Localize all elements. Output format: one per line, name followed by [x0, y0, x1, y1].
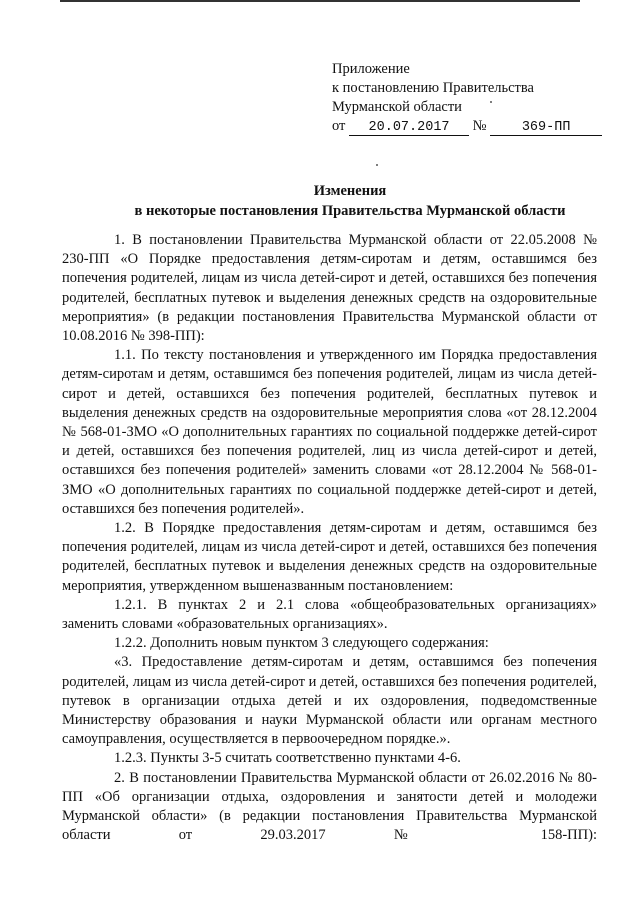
paragraph-1-2-2: 1.2.2. Дополнить новым пунктом 3 следующего содержания:	[114, 635, 489, 652]
appendix-label: Приложение	[332, 61, 410, 77]
title-line-2: в некоторые постановления Правительства Мурманской области	[134, 203, 566, 219]
document-title	[60, 181, 640, 221]
appendix-region: Мурманской области	[332, 99, 462, 115]
paragraph-1-1: 1.1. По тексту постановления и утвержденного им Порядка предоставления детям-сиротам и детям, оставшимся без попечения родителей, лицам из числа детей-сирот и детей, оставшихся без попечения родителей, бесплатных путевок и выделения денежных средств на оздоровительные мероприятия слова «от 28.12.2004 № 568-01-ЗМО «О дополнительных гарантиях по социальной поддержке детей-сирот и детей, оставшихся без попечения родителей, лиц из числа детей-сирот и детей, оставшихся без попечения родителей» заменить словами «от 28.12.2004 № 568-01-ЗМО «О дополнительных гарантиях по социальной поддержке детей-сирот и детей, оставшихся без попечения родителей».	[62, 347, 597, 517]
document-body	[62, 231, 597, 846]
appendix-block	[332, 60, 602, 136]
from-prefix: от	[332, 118, 346, 134]
resolution-date: 20.07.2017	[349, 120, 469, 136]
paragraph-1-2-1: 1.2.1. В пунктах 2 и 2.1 слова «общеобразовательных организациях» заменить словами «образовательных организациях».	[62, 596, 597, 633]
appendix-resolution-ref: к постановлению Правительства	[332, 80, 534, 96]
appendix-date-number	[332, 117, 602, 136]
scan-speck	[376, 164, 378, 166]
paragraph-1: 1. В постановлении Правительства Мурманской области от 22.05.2008 № 230-ПП «О Порядке предоставления детям-сиротам и детям, оставшимся без попечения родителей, лицам из числа детей-сирот и детей, оставшихся без попечения родителей, бесплатных путевок и выделения денежных средств на оздоровительные мероприятия» (в редакции постановления Правительства Мурманской области от 10.08.2016 № 398-ПП):	[62, 232, 597, 345]
paragraph-quote-3: «3. Предоставление детям-сиротам и детям, оставшимся без попечения родителей, лицам из числа детей-сирот и детей, оставшихся без попечения родителей, путевок в организации отдыха детей и их оздоровления, подведомственные Министерству образования и науки Мурманской области или органам местного самоуправления, осуществляется в первоочередном порядке.».	[62, 654, 597, 748]
paragraph-1-2-3: 1.2.3. Пункты 3-5 считать соответственно пунктами 4-6.	[114, 750, 461, 767]
number-prefix: №	[472, 118, 487, 134]
scan-speck	[490, 101, 492, 103]
resolution-number: 369-ПП	[490, 120, 602, 136]
paragraph-1-2: 1.2. В Порядке предоставления детям-сиротам и детям, оставшимся без попечения родителей, лицам из числа детей-сирот и детей, оставшихся без попечения родителей, бесплатных путевок и выделения денежных средств на оздоровительные мероприятия, утвержденном вышеназванным постановлением:	[62, 520, 597, 594]
title-line-1: Изменения	[313, 183, 387, 199]
paragraph-2: 2. В постановлении Правительства Мурманской области от 26.02.2016 № 80-ПП «Об организации отдыха, оздоровления и занятости детей и молодежи Мурманской области» (в редакции постановления Правительства Мурманской области от 29.03.2017 № 158-ПП):	[62, 769, 597, 844]
scan-top-edge	[60, 0, 580, 2]
